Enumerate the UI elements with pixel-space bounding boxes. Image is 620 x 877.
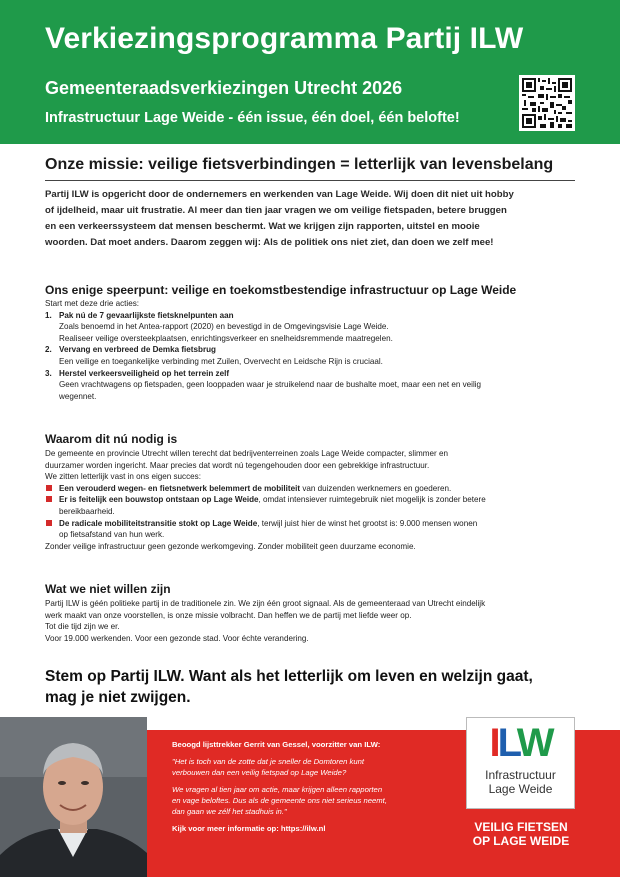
waarom-outro: Zonder veilige infrastructuur geen gezonde werkomgeving. Zonder mobiliteit geen duurzame economie. xyxy=(45,541,416,551)
notwant-line: Partij ILW is géén politieke partij in de traditionele zin. We zijn één groot signaal. Als de gemeenteraad van Utrecht eindelijk xyxy=(45,599,486,608)
mission-line: woorden. Dat moet anders. Daarom zeggen wij: Als de politiek ons niet ziet, dan doen we zelf mee! xyxy=(45,237,494,248)
closing-line: mag je niet zwijgen. xyxy=(45,689,191,706)
slogan-line: OP LAGE WEIDE xyxy=(472,834,570,848)
action-item xyxy=(45,368,575,403)
bullet-list xyxy=(45,483,575,541)
divider xyxy=(45,180,575,181)
more-info-link[interactable]: Kijk voor meer informatie op: https://ilw.nl xyxy=(172,824,326,833)
closing-line: Stem op Partij ILW. Want als het letterlijk om leven en welzijn gaat, xyxy=(45,668,533,685)
action-number: 3. xyxy=(45,368,52,378)
action-desc: Geen vrachtwagens op fietspaden, geen looppaden waar je struikelend naar de bushalte moet, maar een net en veilig xyxy=(59,380,482,390)
quote-part-1 xyxy=(172,756,442,778)
bullet-rest: van duizenden werknemers en goederen. xyxy=(300,483,452,493)
qr-code-icon[interactable] xyxy=(519,75,575,131)
mission-line: of ijdelheid, maar uit frustratie. Al meer dan tien jaar vragen we om veilige fietspaden, betere bruggen xyxy=(45,205,507,216)
page-tagline: Infrastructuur Lage Weide - één issue, één doel, één belofte! xyxy=(45,110,460,126)
waarom-intro-line: De gemeente en provincie Utrecht willen terecht dat bedrijventerreinen zoals Lage Weide compacter, slimmer en xyxy=(45,449,448,458)
quote-lead: Beoogd lijsttrekker Gerrit van Gessel, voorzitter van ILW: xyxy=(172,740,381,749)
candidate-quote xyxy=(172,739,442,834)
bullet-rest: , omdat intensiever ruimtegebruik niet mogelijk is zonder betere xyxy=(258,495,486,505)
page-subtitle: Gemeenteraadsverkiezingen Utrecht 2026 xyxy=(45,78,403,98)
action-desc: Een veilige en toegankelijke verbinding met Zuilen, Overvecht en Leidsche Rijn is cruciaal. xyxy=(59,356,383,366)
notwant-line: werk maakt van onze voorstellen, is onze missie volbracht. Dan heffen we de partij met liefde weer op. xyxy=(45,610,412,620)
closing-statement xyxy=(45,666,585,708)
waarom-intro-line: We zitten letterlijk vast in ons eigen succes: xyxy=(45,472,201,482)
action-title: Herstel verkeersveiligheid op het terrein zelf xyxy=(59,368,230,378)
mission-text xyxy=(45,187,575,251)
bullet-rest: bereikbaarheid. xyxy=(59,506,115,516)
speerpunt-block xyxy=(45,298,575,402)
quote-part-2 xyxy=(172,784,442,817)
bullet-bold: De radicale mobiliteitstransitie stokt op Lage Weide xyxy=(59,518,258,528)
waarom-heading: Waarom dit nú nodig is xyxy=(45,432,178,446)
header-banner xyxy=(0,0,620,144)
action-desc: wegennet. xyxy=(59,391,97,401)
slogan-line: VEILIG FIETSEN xyxy=(474,820,568,834)
notwant-block xyxy=(45,598,575,644)
quote-line: en vage beloftes. Dus als de gemeente ons niet serieus neemt, xyxy=(172,796,387,805)
page-title: Verkiezingsprogramma Partij ILW xyxy=(45,22,524,55)
mission-line: Partij ILW is opgericht door de ondernemers en werkenden van Lage Weide. Wij doen dit niet uit hobby xyxy=(45,189,514,200)
notwant-line: Voor 19.000 werkenden. Voor een gezonde stad. Voor échte verandering. xyxy=(45,633,309,643)
logo-letter-w: W xyxy=(516,721,552,765)
logo-line-1: Infrastructuur xyxy=(485,768,556,782)
mission-heading: Onze missie: veilige fietsverbindingen = letterlijk van levensbelang xyxy=(45,156,554,173)
action-item xyxy=(45,310,575,345)
quote-line: dan gaan we zélf het stadhuis in." xyxy=(172,807,287,816)
bullet-rest: , terwijl juist hier de winst het grootst is: 9.000 mensen wonen xyxy=(257,518,478,528)
logo-line-2: Lage Weide xyxy=(488,782,553,796)
red-square-bullet-icon xyxy=(46,496,52,502)
quote-line: We vragen al tien jaar om actie, maar krijgen alleen rapporten xyxy=(172,785,383,794)
action-number: 1. xyxy=(45,310,52,320)
bullet-rest: op fietsafstand van hun werk. xyxy=(59,530,165,540)
notwant-line: Tot die tijd zijn we er. xyxy=(45,622,120,632)
logo-letter-l: L xyxy=(497,721,517,765)
bullet-item xyxy=(45,483,575,495)
candidate-photo xyxy=(0,717,147,877)
red-square-bullet-icon xyxy=(46,520,52,526)
waarom-intro-line: duurzamer worden ingericht. Maar precies dat wordt nú tegengehouden door een gebrekkige infrastructuur. xyxy=(45,460,430,470)
bullet-item xyxy=(45,494,575,517)
action-desc: Realiseer veilige oversteekplaatsen, enrichtingsverkeer en snelheidsremmende maatregelen. xyxy=(59,333,393,343)
quote-line: "Het is toch van de zotte dat je sneller de Domtoren kunt xyxy=(172,757,365,766)
action-number: 2. xyxy=(45,345,52,355)
notwant-heading: Wat we niet willen zijn xyxy=(45,582,171,596)
action-item xyxy=(45,344,575,367)
speerpunt-heading: Ons enige speerpunt: veilige en toekomstbestendige infrastructuur op Lage Weide xyxy=(45,283,517,297)
red-square-bullet-icon xyxy=(46,485,52,491)
logo-letters xyxy=(467,720,574,766)
slogan xyxy=(462,820,580,848)
action-list xyxy=(45,310,575,403)
waarom-block xyxy=(45,448,575,552)
mission-line: en een verkeerssysteem dat mensen beschermt. Wat we krijgen zijn rapporten, uitstel en mooie xyxy=(45,221,480,232)
ilw-logo xyxy=(466,717,575,809)
quote-line: verbouwen dan een veilig fietspad op Lage Weide? xyxy=(172,768,347,777)
action-title: Vervang en verbreed de Demka fietsbrug xyxy=(59,345,216,355)
speerpunt-intro: Start met deze drie acties: xyxy=(45,299,140,308)
logo-letter-i: I xyxy=(489,721,498,765)
action-desc: Zoals benoemd in het Antea-rapport (2020) en bevestigd in de Omgevingsvisie Lage Weide. xyxy=(59,322,389,332)
bullet-bold: Er is feitelijk een bouwstop ontstaan op Lage Weide xyxy=(59,495,259,505)
action-title: Pak nú de 7 gevaarlijkste fietsknelpunten aan xyxy=(59,310,234,320)
bullet-item xyxy=(45,518,575,541)
bullet-bold: Een verouderd wegen- en fietsnetwerk belemmert de mobiliteit xyxy=(59,483,301,493)
